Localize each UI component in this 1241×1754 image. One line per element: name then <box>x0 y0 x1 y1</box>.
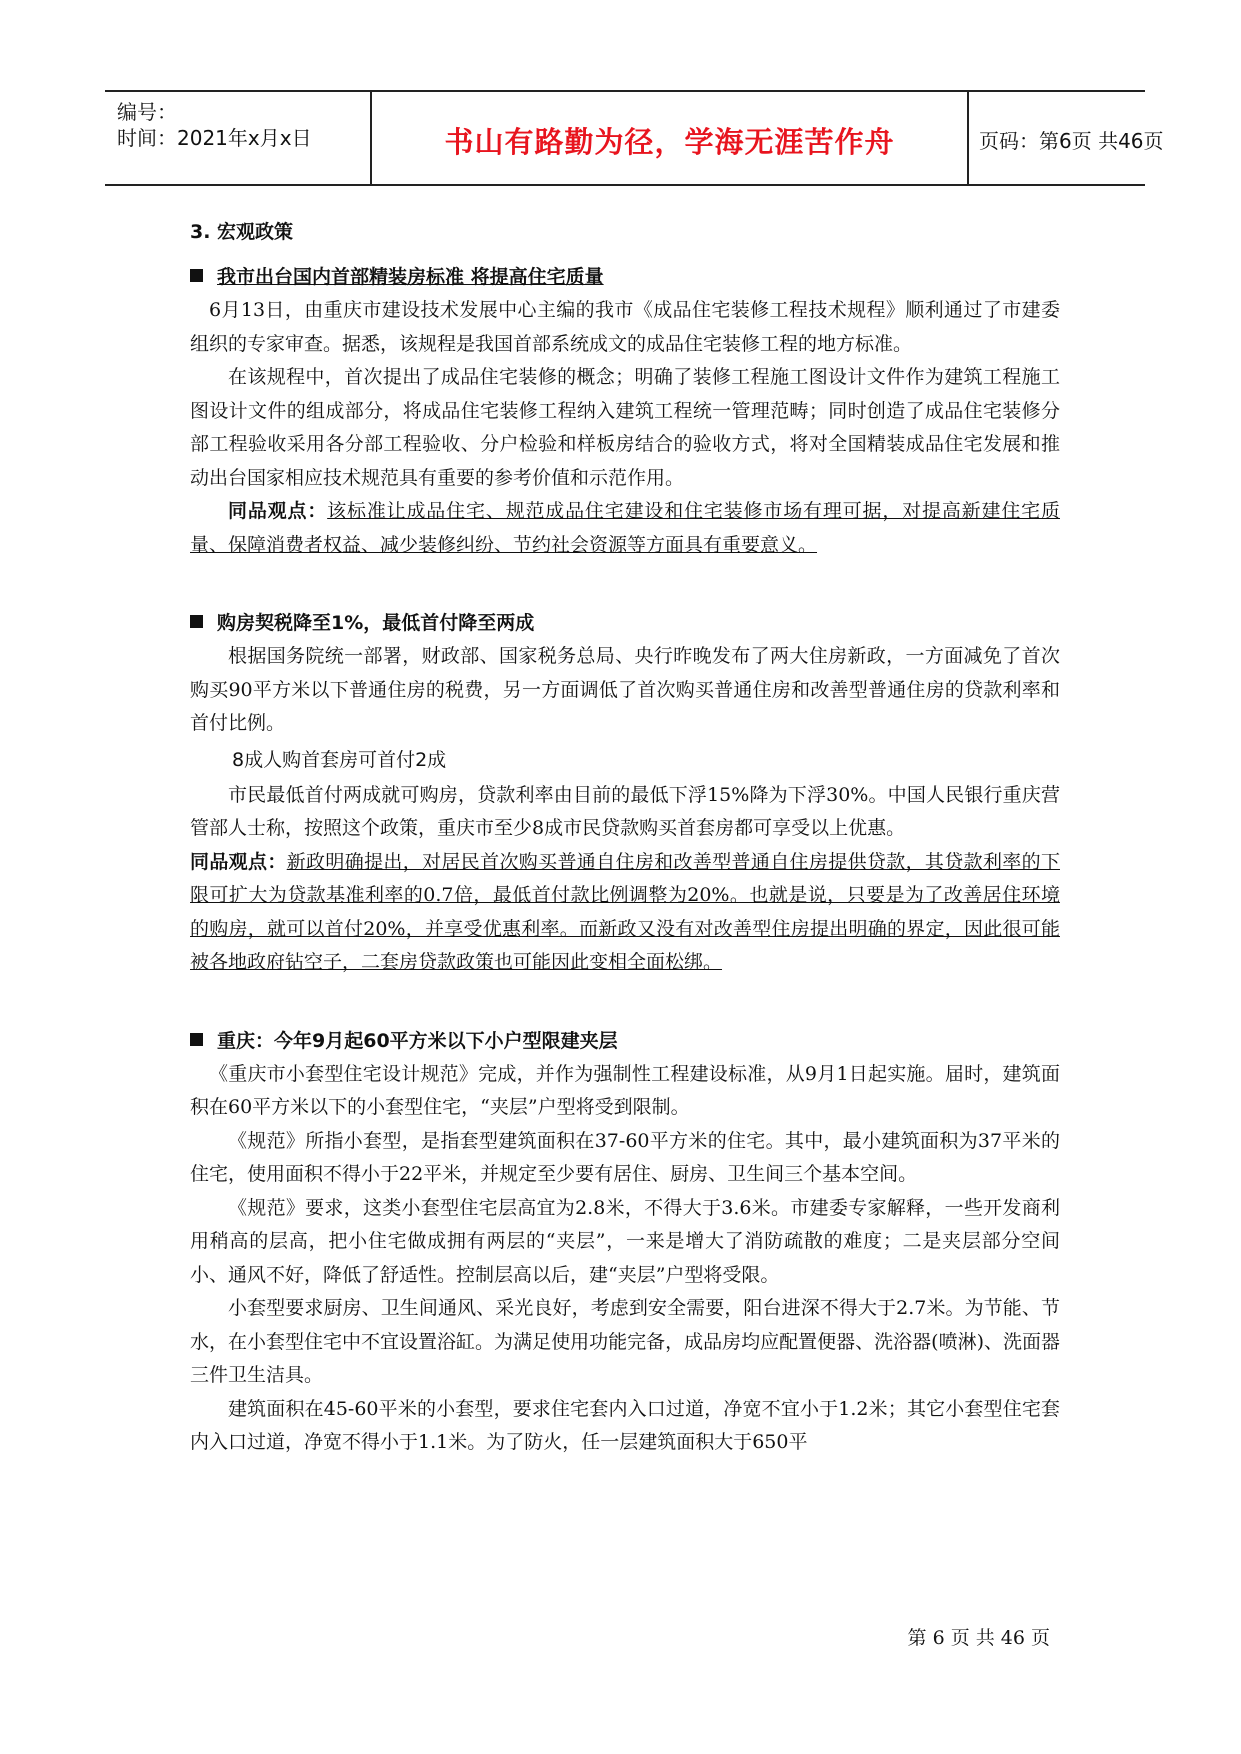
bullet-square-icon <box>190 615 203 628</box>
paragraph: 小套型要求厨房、卫生间通风、采光良好，考虑到安全需要，阳台进深不得大于2.7米。为节能、节水，在小套型住宅中不宜设置浴缸。为满足使用功能完备，成品房均应配置便器、洗浴器(喷淋)、洗面器三件卫生洁具。 <box>190 1297 1060 1386</box>
header-meta <box>105 92 370 184</box>
page-footer: 第 6 页 共 46 页 <box>907 1627 1050 1649</box>
paragraph: 《规范》所指小套型，是指套型建筑面积在37-60平方米的住宅。其中，最小建筑面积为37平米的住宅，使用面积不得小于22平米，并规定至少要有居住、厨房、卫生间三个基本空间。 <box>190 1129 1060 1185</box>
news-heading-text: 重庆：今年9月起60平方米以下小户型限建夹层 <box>217 1029 618 1052</box>
paragraph: 市民最低首付两成就可购房，贷款利率由目前的最低下浮15%降为下浮30%。中国人民银行重庆营管部人士称，按照这个政策，重庆市至少8成市民贷款购买首套房都可享受以上优惠。 <box>190 783 1060 839</box>
paragraph: 《重庆市小套型住宅设计规范》完成，并作为强制性工程建设标准，从9月1日起实施。届时，建筑面积在60平方米以下的小套型住宅，“夹层”户型将受到限制。 <box>190 1062 1060 1118</box>
paragraph: 建筑面积在45-60平米的小套型，要求住宅套内入口过道，净宽不宜小于1.2米；其它小套型住宅套内入口过道，净宽不得小于1.1米。为了防火，任一层建筑面积大于650平 <box>190 1397 1060 1453</box>
header-page-cell <box>967 92 1164 184</box>
number-label: 编号： <box>117 100 177 124</box>
subheading: 8成人购首套房可首付2成 <box>232 748 447 771</box>
opinion-text: 新政明确提出，对居民首次购买普通自住房和改善型普通自住房提供贷款，其贷款利率的下限可扩大为贷款基准利率的0.7倍，最低首付款比例调整为20%。也就是说，只要是为了改善居住环境的购房，就可以首付20%，并享受优惠利率。而新政又没有对改善型住房提出明确的界定，因此很可能被各地政府钻空子，二套房贷款政策也可能因此变相全面松绑。 <box>190 850 1060 973</box>
paragraph: 根据国务院统一部署，财政部、国家税务总局、央行昨晚发布了两大住房新政，一方面减免了首次购买90平方米以下普通住房的税费，另一方面调低了首次购买普通住房和改善型普通住房的贷款利率和首付比例。 <box>190 645 1060 734</box>
paragraph: 6月13日，由重庆市建设技术发展中心主编的我市《成品住宅装修工程技术规程》顺利通过了市建委组织的专家审查。据悉，该规程是我国首部系统成文的成品住宅装修工程的地方标准。 <box>190 299 1060 355</box>
news-item <box>190 606 1060 980</box>
page-header <box>105 90 1164 186</box>
bullet-square-icon <box>190 1033 203 1046</box>
motto: 书山有路勤为径，学海无涯苦作舟 <box>444 125 895 159</box>
news-item <box>190 260 1060 562</box>
news-heading <box>190 260 1060 294</box>
opinion-paragraph <box>190 846 1060 980</box>
news-heading-text: 我市出台国内首部精装房标准 将提高住宅质量 <box>217 266 604 288</box>
header-motto-cell <box>370 92 969 184</box>
bullet-square-icon <box>190 269 203 282</box>
paragraph: 在该规程中，首次提出了成品住宅装修的概念；明确了装修工程施工图设计文件作为建筑工程施工图设计文件的组成部分，将成品住宅装修工程纳入建筑工程统一管理范畴；同时创造了成品住宅装修分部工程验收采用各分部工程验收、分户检验和样板房结合的验收方式，将对全国精装成品住宅发展和推动出台国家相应技术规范具有重要的参考价值和示范作用。 <box>190 366 1060 489</box>
section-title: 3. 宏观政策 <box>190 221 294 243</box>
time-label: 时间：2021年x月x日 <box>117 126 312 150</box>
news-heading <box>190 606 1060 640</box>
document-body <box>190 218 1060 1460</box>
news-heading-text: 购房契税降至1%，最低首付降至两成 <box>217 612 535 634</box>
page-info: 页码：第6页 共46页 <box>979 129 1164 153</box>
opinion-text: 该标准让成品住宅、规范成品住宅建设和住宅装修市场有理可据，对提高新建住宅质量、保障消费者权益、减少装修纠纷、节约社会资源等方面具有重要意义。 <box>190 500 1060 556</box>
opinion-label: 同品观点： <box>190 850 287 873</box>
paragraph: 《规范》要求，这类小套型住宅层高宜为2.8米，不得大于3.6米。市建委专家解释，一些开发商利用稍高的层高，把小住宅做成拥有两层的“夹层”，一来是增大了消防疏散的难度；二是夹层部分空间小、通风不好，降低了舒适性。控制层高以后，建“夹层”户型将受限。 <box>190 1196 1060 1286</box>
opinion-label: 同品观点： <box>228 500 328 522</box>
news-heading <box>190 1024 1060 1058</box>
opinion-paragraph <box>190 495 1060 562</box>
news-item <box>190 1024 1060 1460</box>
